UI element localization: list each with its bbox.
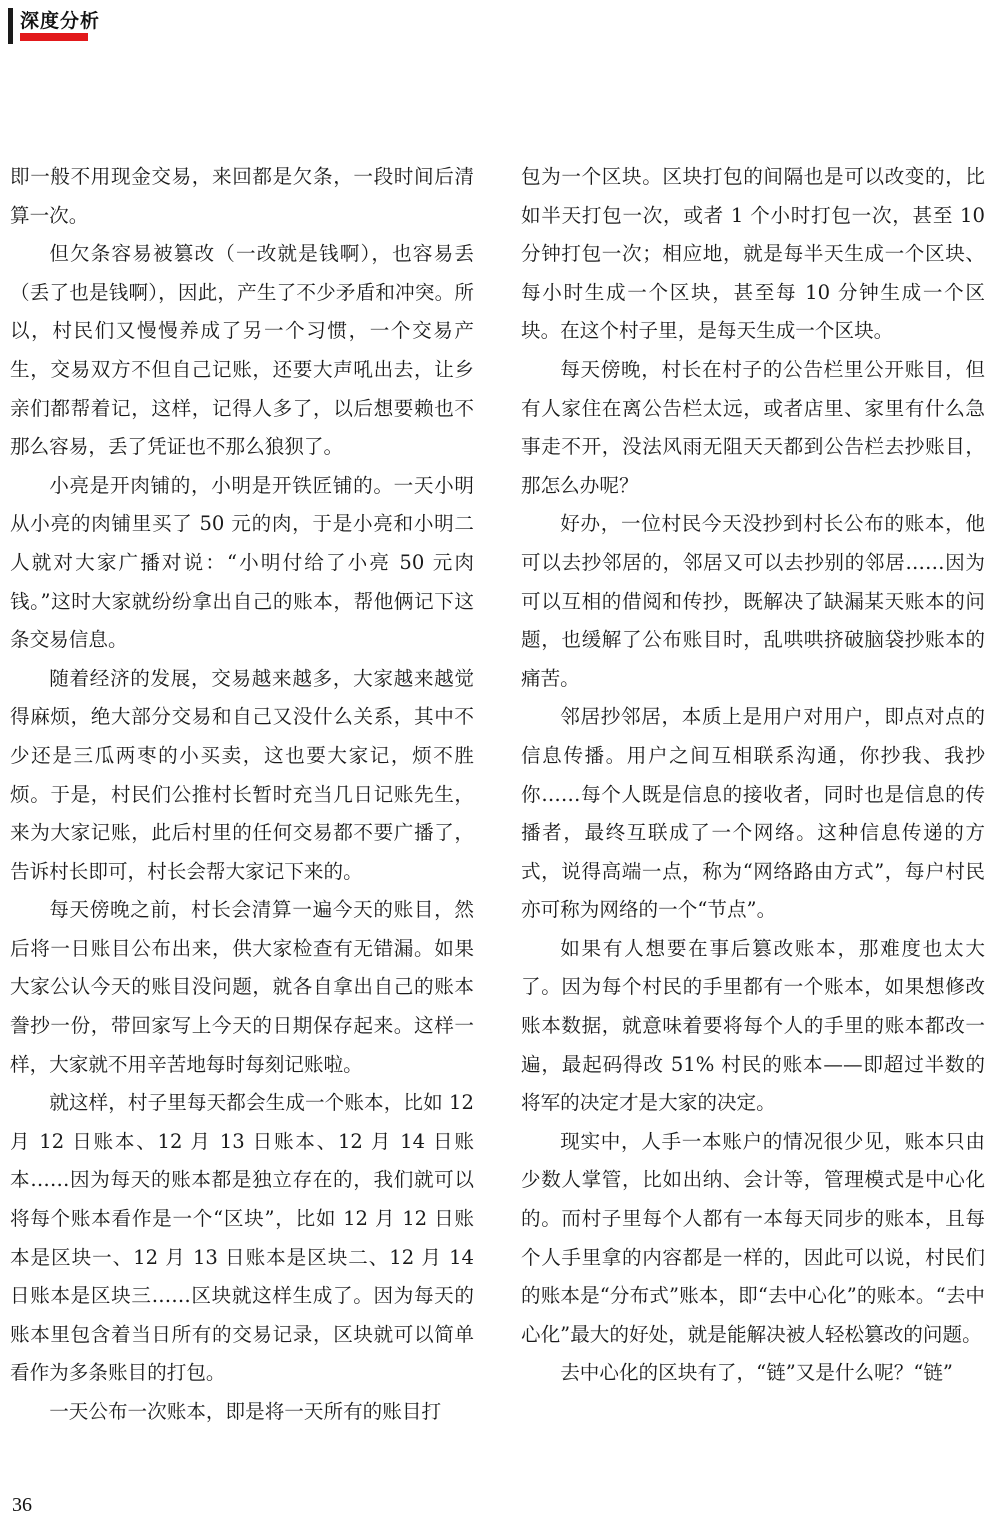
paragraph: 好办，一位村民今天没抄到村长公布的账本，他可以去抄邻居的，邻居又可以去抄别的邻居……因为可以互相的借阅和传抄，既解决了缺漏某天账本的问题，也缓解了公布账目时，乱哄哄挤破脑袋抄账本的痛苦。 (521, 512, 985, 690)
paragraph: 但欠条容易被篡改（一改就是钱啊），也容易丢（丢了也是钱啊），因此，产生了不少矛盾和冲突。所以，村民们又慢慢养成了另一个习惯，一个交易产生，交易双方不但自己记账，还要大声吼出去，让乡亲们都帮着记，这样，记得人多了，以后想要赖也不那么容易，丢了凭证也不那么狼狈了。 (10, 242, 474, 459)
paragraph: 如果有人想要在事后篡改账本，那难度也太大了。因为每个村民的手里都有一个账本，如果想修改账本数据，就意味着要将每个人的手里的账本都改一遍，最起码得改 51% 村民的账本——即超过半数的将军的决定才是大家的决定。 (521, 936, 985, 1115)
paragraph: 随着经济的发展，交易越来越多，大家越来越觉得麻烦，绝大部分交易和自己又没什么关系，其中不少还是三瓜两枣的小买卖，这也要大家记，烦不胜烦。于是，村民们公推村长暂时充当几日记账先生，来为大家记账，此后村里的任何交易都不要广播了，告诉村长即可，村长会帮大家记下来的。 (10, 666, 474, 883)
section-header (0, 0, 200, 60)
paragraph: 每天傍晚之前，村长会清算一遍今天的账目，然后将一日账目公布出来，供大家检查有无错漏。如果大家公认今天的账目没问题，就各自拿出自己的账本誊抄一份，带回家写上今天的日期保存起来。这样一样，大家就不用辛苦地每时每刻记账啦。 (10, 898, 474, 1076)
paragraph: 每天傍晚，村长在村子的公告栏里公开账目，但有人家住在离公告栏太远，或者店里、家里有什么急事走不开，没法风雨无阻天天都到公告栏去抄账目，那怎么办呢？ (521, 357, 985, 497)
paragraph: 去中心化的区块有了，“链”又是什么呢？“链” (560, 1361, 953, 1385)
page-number: 36 (12, 1494, 32, 1516)
paragraph: 邻居抄邻居，本质上是用户对用户，即点对点的信息传播。用户之间互相联系沟通，你抄我、我抄你……每个人既是信息的接收者，同时也是信息的传播者，最终互联成了一个网络。这种信息传递的方式，说得高端一点，称为“网络路由方式”，每户村民亦可称为网络的一个“节点”。 (521, 705, 985, 922)
right-column (521, 158, 985, 1393)
paragraph: 现实中，人手一本账户的情况很少见，账本只由少数人掌管，比如出纳、会计等，管理模式是中心化的。而村子里每个人都有一本每天同步的账本，且每个人手里拿的内容都是一样的，因此可以说，村民们的账本是“分布式”账本，即“去中心化”的账本。“去中心化”最大的好处，就是能解决被人轻松篡改的问题。 (521, 1129, 985, 1346)
header-bar (8, 8, 13, 44)
paragraph: 即一般不用现金交易，来回都是欠条，一段时间后清算一次。 (10, 165, 474, 227)
paragraph: 小亮是开肉铺的，小明是开铁匠铺的。一天小明从小亮的肉铺里买了 50 元的肉，于是小亮和小明二人就对大家广播对说：“小明付给了小亮 50 元肉钱。”这时大家就纷纷拿出自己的账本，帮他俩记下这条交易信息。 (10, 473, 474, 652)
paragraph: 包为一个区块。区块打包的间隔也是可以改变的，比如半天打包一次，或者 1 个小时打包一次，甚至 10 分钟打包一次；相应地，就是每半天生成一个区块、每小时生成一个区块，甚至每 10 分钟生成一个区块。在这个村子里，是每天生成一个区块。 (521, 165, 985, 343)
left-column (10, 158, 474, 1432)
header-accent-bar (20, 33, 88, 41)
section-title: 深度分析 (20, 10, 101, 32)
paragraph: 就这样，村子里每天都会生成一个账本，比如 12 月 12 日账本、12 月 13 日账本、12 月 14 日账本……因为每天的账本都是独立存在的，我们就可以将每个账本看作是一个“区块”，比如 12 月 12 日账本是区块一、12 月 13 日账本是区块二、12 月 14 日账本是区块三……区块就这样生成了。因为每天的账本里包含着当日所有的交易记录，区块就可以简单看作为多条账目的打包。 (10, 1091, 474, 1385)
paragraph: 一天公布一次账本，即是将一天所有的账目打 (49, 1400, 442, 1423)
